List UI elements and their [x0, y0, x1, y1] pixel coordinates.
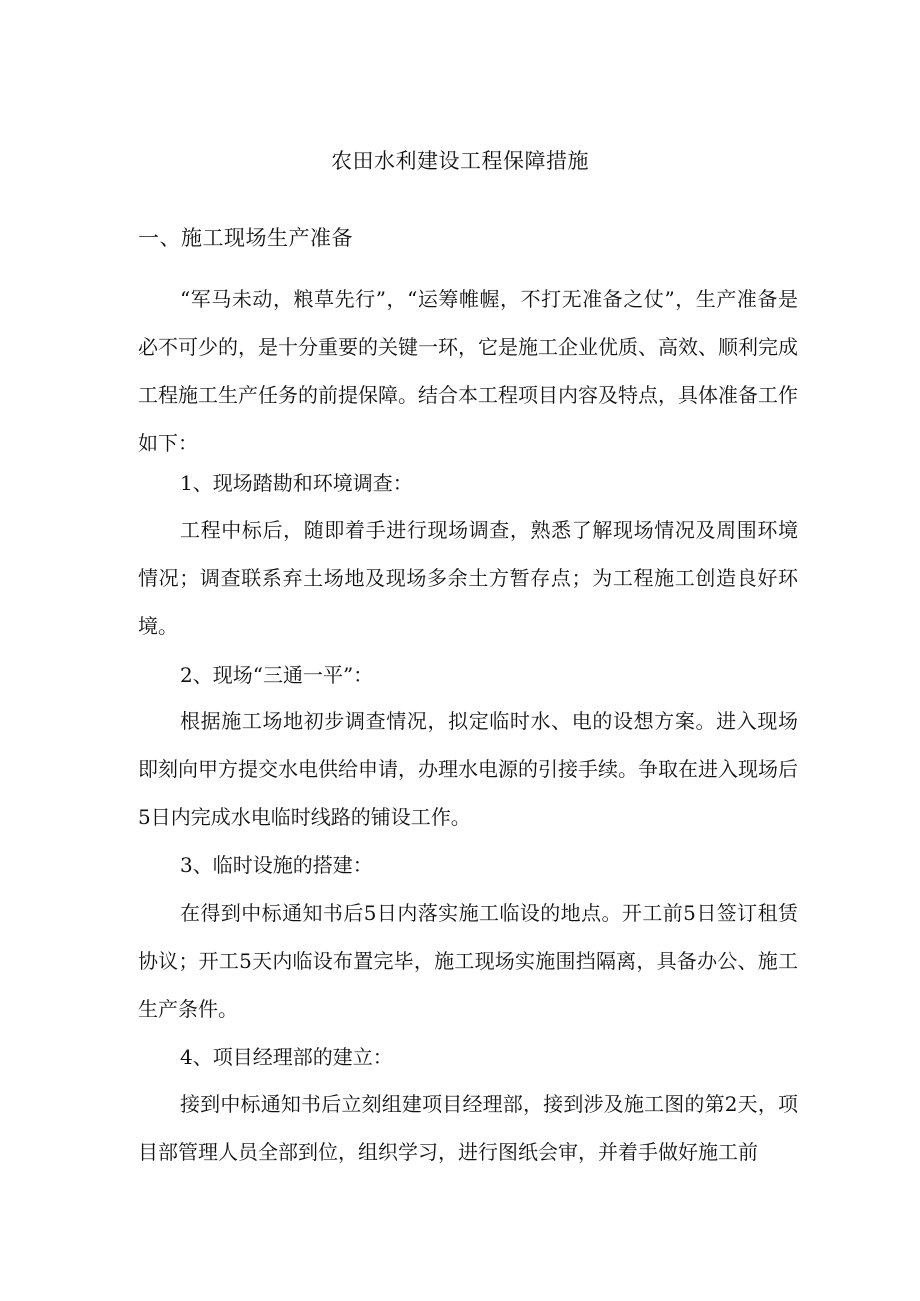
item-4-heading: 4、项目经理部的建立： — [180, 1045, 393, 1069]
item-3-heading: 3、临时设施的搭建： — [180, 853, 373, 877]
intro-paragraph: “军马未动，粮草先行”，“运筹帷幄，不打无准备之仗”，生产准备是必不可少的，是十分重要的关键一环，它是施工企业优质、高效、顺利完成工程施工生产任务的前提保障。结合本工程项目内容及特点，具体准备工作如下： — [138, 287, 798, 455]
item-1-heading: 1、现场踏勘和环境调查： — [180, 471, 413, 495]
section-heading: 一、施工现场生产准备 — [138, 226, 353, 250]
item-4-body: 接到中标通知书后立刻组建项目经理部，接到涉及施工图的第2天，项目部管理人员全部到位，组织学习，进行图纸会审，并着手做好施工前 — [138, 1092, 798, 1164]
item-3-body: 在得到中标通知书后5日内落实施工临设的地点。开工前5日签订租赁协议；开工5天内临设布置完毕，施工现场实施围挡隔离，具备办公、施工生产条件。 — [138, 901, 798, 1021]
item-1-body: 工程中标后，随即着手进行现场调查，熟悉了解现场情况及周围环境情况；调查联系弃土场地及现场多余土方暂存点；为工程施工创造良好环境。 — [138, 518, 798, 638]
item-2-body: 根据施工场地初步调查情况，拟定临时水、电的设想方案。进入现场即刻向甲方提交水电供给申请，办理水电源的引接手续。争取在进入现场后5日内完成水电临时线路的铺设工作。 — [138, 709, 798, 829]
item-2-heading: 2、现场“三通一平”： — [180, 663, 374, 687]
document-title: 农田水利建设工程保障措施 — [331, 149, 589, 173]
